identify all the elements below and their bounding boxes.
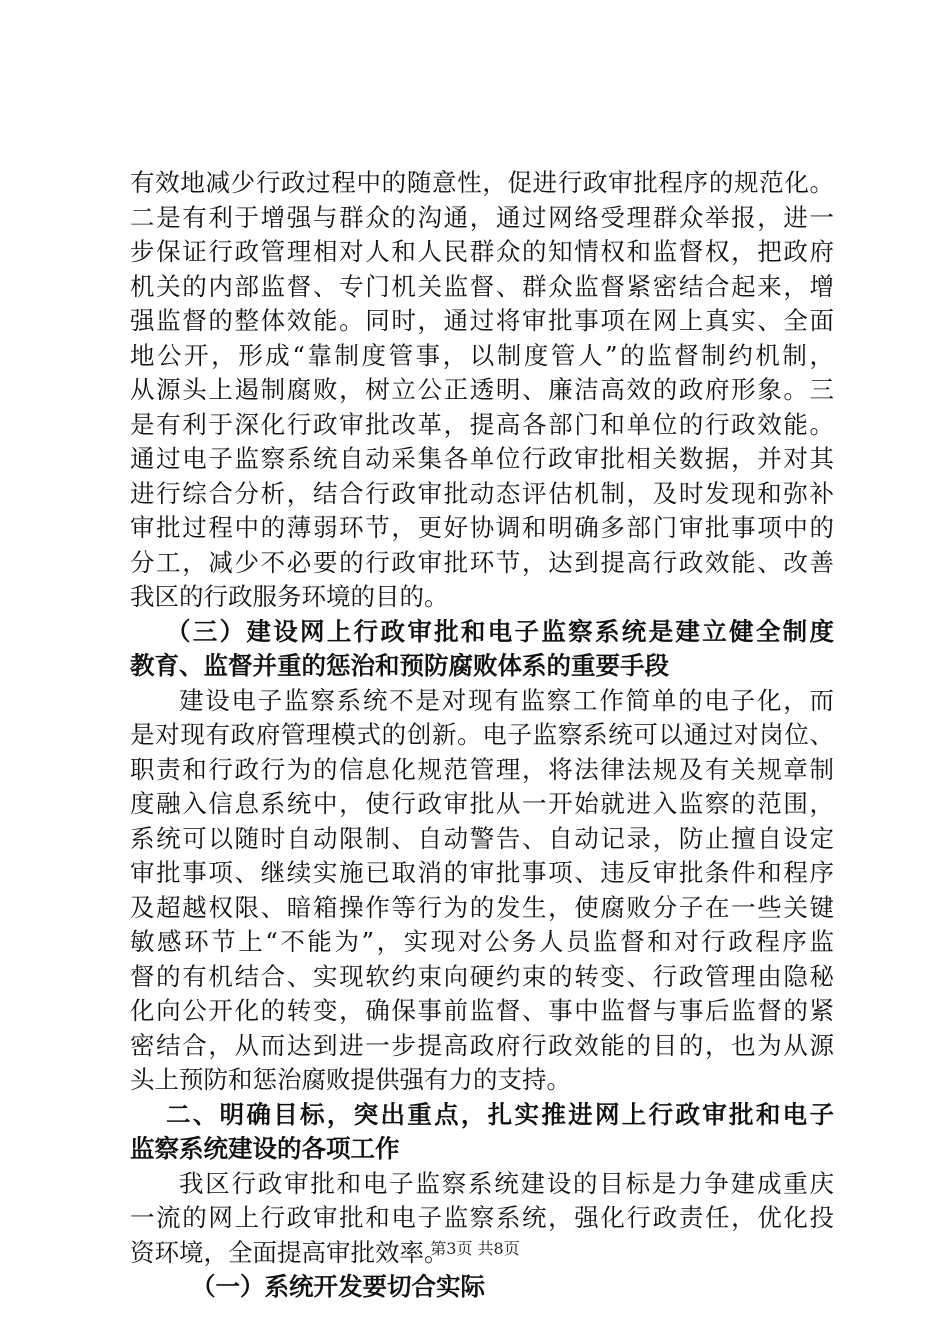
section-heading: （三）建设网上行政审批和电子监察系统是建立健全制度 [166,616,834,646]
body-line: 机关的内部监督、专门机关监督、群众监督紧密结合起来，增 [130,271,834,301]
body-line: 我区的行政服务环境的目的。 [130,582,449,611]
body-line: 是对现有政府管理模式的创新。电子监察系统可以通过对岗位、 [130,720,834,749]
body-line: 系统可以随时自动限制、自动警告、自动记录，防止擅自设定 [130,823,834,853]
page-footer: 第3页 共8页 [430,1239,520,1258]
body-line: 强监督的整体效能。同时，通过将审批事项在网上真实、全面 [130,306,834,335]
body-line: 二是有利于增强与群众的沟通，通过网络受理群众举报，进一 [130,202,834,232]
body-line: 进行综合分析，结合行政审批动态评估机制，及时发现和弥补 [130,478,834,508]
section-heading: 二、明确目标，突出重点，扎实推进网上行政审批和电子 [166,1099,834,1129]
subsection-heading: （一）系统开发要切合实际 [191,1272,485,1301]
body-line: 敏感环节上“不能为”，实现对公务人员监督和对行政程序监 [130,927,834,956]
body-line: 有效地减少行政过程中的随意性，促进行政审批程序的规范化。 [130,168,834,197]
body-line: 分工，减少不必要的行政审批环节，达到提高行政效能、改善 [130,547,834,577]
body-line: 地公开，形成“靠制度管事，以制度管人”的监督制约机制， [130,340,834,370]
body-line: 审批过程中的薄弱环节，更好协调和明确多部门审批事项中的 [130,513,834,542]
body-line: 通过电子监察系统自动采集各单位行政审批相关数据，并对其 [130,444,834,473]
body-line: 从源头上遏制腐败，树立公正透明、廉洁高效的政府形象。三 [130,375,834,404]
body-line: 职责和行政行为的信息化规范管理，将法律法规及有关规章制 [130,754,834,784]
body-line: 及超越权限、暗箱操作等行为的发生，使腐败分子在一些关键 [130,892,834,922]
body-line: 密结合，从而达到进一步提高政府行政效能的目的，也为从源 [130,1030,834,1060]
section-heading: 教育、监督并重的惩治和预防腐败体系的重要手段 [130,651,669,680]
body-line: 化向公开化的转变，确保事前监督、事中监督与事后监督的紧 [130,996,834,1025]
body-line: 头上预防和惩治腐败提供强有力的支持。 [130,1065,571,1094]
body-line: 督的有机结合、实现软约束向硬约束的转变、行政管理由隐秘 [130,961,834,991]
body-line: 度融入信息系统中，使行政审批从一开始就进入监察的范围， [130,789,834,818]
body-line: 资环境，全面提高审批效率。 [130,1237,449,1267]
body-line: 审批事项、继续实施已取消的审批事项、违反审批条件和程序 [130,858,834,887]
body-line: 建设电子监察系统不是对现有监察工作简单的电子化，而 [179,685,834,715]
body-line: 我区行政审批和电子监察系统建设的目标是力争建成重庆 [179,1168,834,1198]
section-heading: 监察系统建设的各项工作 [130,1134,400,1163]
body-line: 一流的网上行政审批和电子监察系统，强化行政责任，优化投 [130,1203,834,1232]
body-line: 步保证行政管理相对人和人民群众的知情权和监督权，把政府 [130,237,834,266]
document-body [130,166,834,1305]
body-line: 是有利于深化行政审批改革，提高各部门和单位的行政效能。 [130,409,834,439]
